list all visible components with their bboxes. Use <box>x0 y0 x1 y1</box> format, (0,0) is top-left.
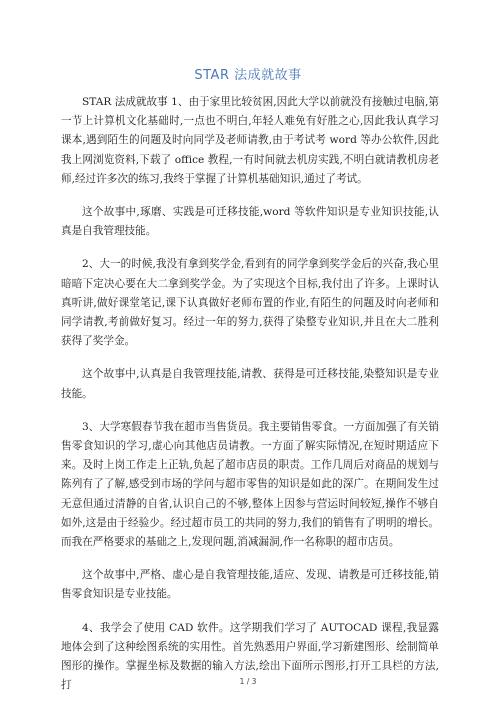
paragraph-story-3-analysis: 这个故事中,严格、虚心是自我管理技能,适应、发现、请教是可迁移技能,销售零食知识是专业技能。 <box>61 569 439 601</box>
paragraph-story-1-analysis: 这个故事中,琢磨、实践是可迁移技能,word 等软件知识是专业知识技能,认真是自我管理技能。 <box>61 206 439 238</box>
paragraph-story-2-analysis: 这个故事中,认真是自我管理技能,请教、获得是可迁移技能,染整知识是专业技能。 <box>61 368 439 400</box>
document-body <box>61 93 439 709</box>
paragraph-story-4: 4、我学会了使用 CAD 软件。这学期我们学习了 AUTOCAD 课程,我显露地体会到了这种绘图系统的实用性。首先熟悉用户界面,学习新建图形、绘制简单图形的操作。掌握坐标及数据的输入方法,绘出下面所示图形,打开工具栏的方法,打 <box>61 621 439 692</box>
paragraph-story-3: 3、大学寒假春节我在超市当售货员。我主要销售零食。一方面加强了有关销售零食知识的学习,虚心向其他店员请教。一方面了解实际情况,在短时期适应下来。及时上岗工作走上正轨,负起了超市店员的职责。工作几周后对商品的规划与陈列有了了解,感受到市场的学问与超市零售的知识是如此的深广。在期间发生过无意但通过清静的自省,认识自己的不够,整体上因参与营运时间较短,操作不够自如外,这是由于经验少。经过超市员工的共同的努力,我们的销售有了明明的增长。而我在严格要求的基础之上,发现问题,消减漏洞,作一名称职的超市店员。 <box>61 420 439 549</box>
paragraph-story-2: 2、大一的时候,我没有拿到奖学金,看到有的同学拿到奖学金后的兴奋,我心里暗暗下定决心要在大二拿到奖学金。为了实现这个目标,我付出了许多。上课时认真听讲,做好课堂笔记,课下认真做好老师布置的作业,有陌生的问题及时向老师和同学请教,考前做好复习。经过一年的努力,获得了染整专业知识,并且在大二胜利获得了奖学金。 <box>61 258 439 348</box>
page-title: STAR 法成就故事 <box>194 68 302 83</box>
paragraph-story-1: STAR 法成就故事 1、由于家里比较贫困,因此大学以前就没有接触过电脑,第一节上计算机文化基础时,一点也不明白,年轻人难免有好胜之心,因此我认真学习课本,遇到陌生的问题及时向同学及老师请教,由于考试考 word 等办公软件,因此我上网浏览资料,下载了 office 教程,一有时间就去机房实践,不明白就请教机房老师,经过许多次的练习,我终于掌握了计算机基础知识,通过了考试。 <box>61 96 439 185</box>
page-number: 1 / 3 <box>239 677 257 686</box>
